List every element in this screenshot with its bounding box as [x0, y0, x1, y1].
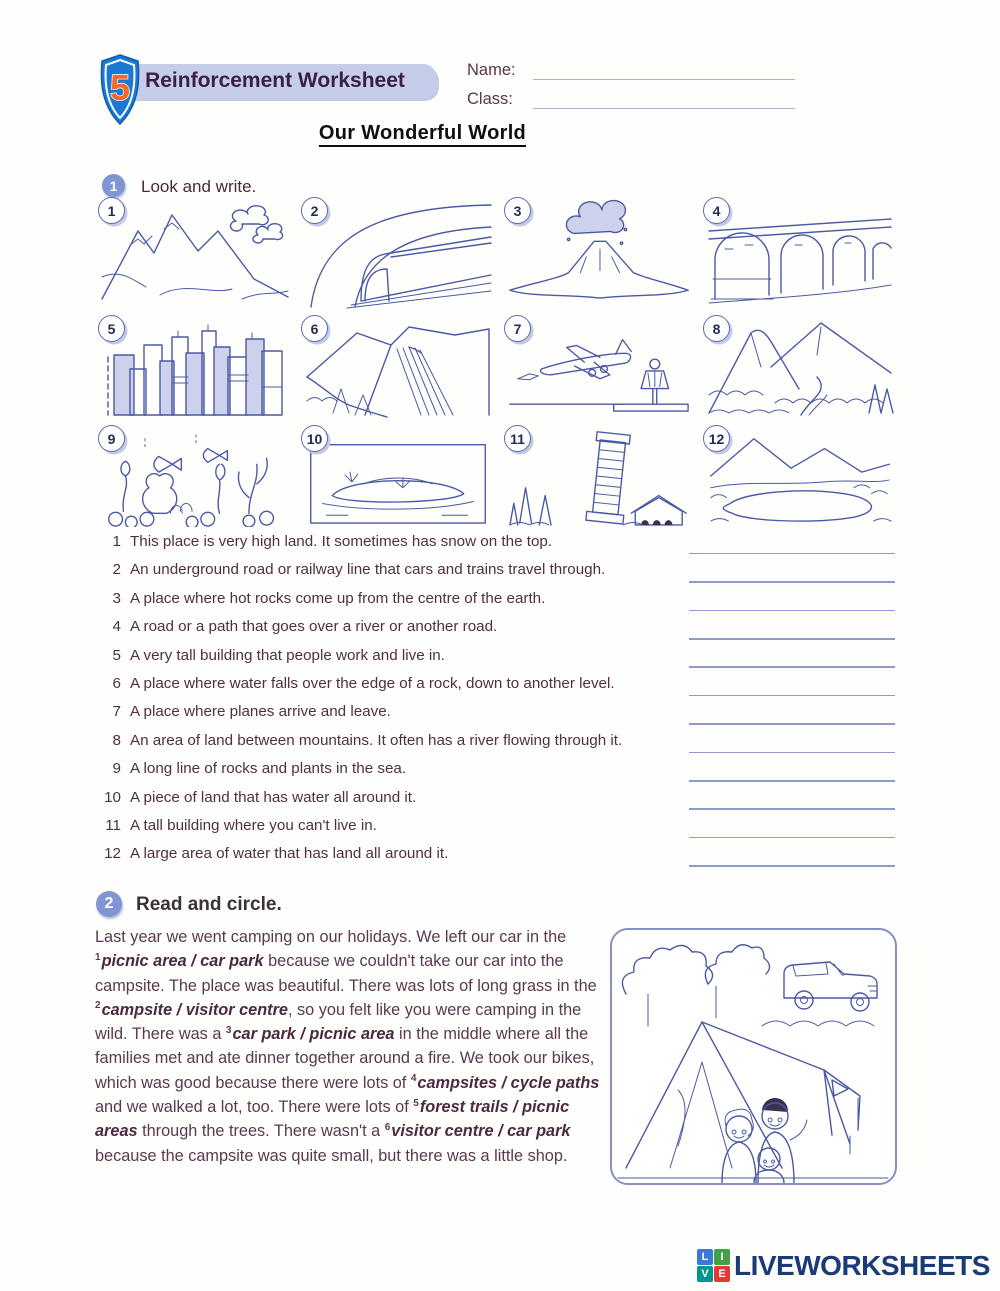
answer-line[interactable]: [689, 837, 895, 839]
definition-row: [95, 789, 895, 817]
image-number-badge: 1: [98, 197, 125, 224]
island-icon: [303, 427, 493, 527]
definition-text: A tall building where you can't live in.: [130, 816, 377, 834]
grid-image-island: [303, 427, 493, 527]
grid-image-coral-reef: [100, 427, 290, 527]
exercise1-number-badge: 1: [102, 174, 125, 197]
mountains-icon: [100, 199, 290, 309]
grid-image-mountains: [100, 199, 290, 309]
choice-option-pair[interactable]: campsite / visitor centre: [101, 1000, 288, 1019]
definition-text: A road or a path that goes over a river or another road.: [130, 618, 498, 636]
definition-row: [95, 732, 895, 760]
grid-image-valley: [705, 317, 895, 419]
name-label: Name:: [467, 61, 516, 79]
definition-number: 2: [112, 561, 121, 579]
answer-line[interactable]: [689, 638, 895, 640]
choice-option-pair[interactable]: car park / picnic area: [232, 1025, 395, 1044]
image-number-badge: 10: [301, 425, 328, 452]
logo-text: LIVEWORKSHEETS: [734, 1249, 990, 1281]
paragraph-text: because we couldn't take our car into the campsite. The place was beautiful. There was lots of long grass in the: [95, 952, 597, 995]
worksheet-header-title: Reinforcement Worksheet: [113, 64, 437, 98]
answer-line[interactable]: [689, 666, 895, 668]
definition-number: 4: [112, 618, 121, 636]
grid-image-airport: [506, 317, 692, 419]
exercise1-instruction: Look and write.: [141, 177, 257, 196]
definition-number: 9: [112, 760, 121, 778]
choice-number: 5: [413, 1097, 419, 1109]
exercise2-number-badge: 2: [96, 891, 122, 917]
image-number-badge: 9: [98, 425, 125, 452]
paragraph-text: , so you felt like you were camping in the wild. There was a: [95, 1000, 582, 1044]
logo-square-i: I: [714, 1249, 730, 1265]
bridge-icon: [705, 199, 895, 309]
choice-number: 3: [225, 1024, 232, 1036]
camping-scene-icon: [612, 930, 895, 1183]
definition-row: [95, 817, 895, 845]
leaning-tower-icon: [506, 427, 692, 527]
city-skyscrapers-icon: [100, 317, 290, 419]
definition-number: 12: [104, 845, 121, 863]
definition-text: This place is very high land. It sometimes has snow on the top.: [130, 533, 553, 550]
logo-square-v: V: [697, 1266, 713, 1282]
definition-number: 3: [112, 589, 121, 607]
choice-number: 6: [384, 1121, 391, 1133]
image-number-badge: 7: [504, 315, 531, 342]
choice-number: 2: [95, 1000, 101, 1012]
answer-line[interactable]: [689, 723, 895, 725]
choice-option-pair[interactable]: forest trails / picnic areas: [95, 1098, 570, 1141]
airport-icon: [506, 317, 692, 419]
image-number-badge: 5: [98, 315, 125, 342]
train-tunnel-icon: [303, 199, 493, 309]
choice-option-pair[interactable]: visitor centre / car park: [391, 1122, 571, 1141]
logo-square-l: L: [697, 1249, 713, 1265]
paragraph-text: and we walked a lot, too. There were lots of: [95, 1098, 414, 1117]
paragraph-text: because the campsite was quite small, but there was a little shop.: [95, 1146, 568, 1165]
definition-row: [95, 675, 895, 703]
image-number-badge: 12: [703, 425, 730, 452]
answer-line[interactable]: [689, 610, 895, 612]
image-number-badge: 11: [504, 425, 531, 452]
definition-text: A very tall building that people work and live in.: [130, 646, 445, 664]
grid-image-lake: [705, 427, 895, 527]
exercise2-instruction: Read and circle.: [136, 894, 282, 915]
grid-image-bridge: [705, 199, 895, 309]
coral-reef-icon: [100, 427, 290, 527]
paragraph-text: through the trees. There wasn't a: [137, 1122, 385, 1141]
lake-icon: [705, 427, 895, 527]
definition-number: 8: [112, 731, 121, 749]
definition-number: 7: [112, 703, 121, 721]
definition-number: 1: [112, 533, 121, 550]
answer-line[interactable]: [689, 695, 895, 697]
definition-text: A place where planes arrive and leave.: [130, 703, 391, 721]
reading-paragraph: [95, 925, 600, 1168]
choice-number: 4: [410, 1073, 417, 1085]
grid-image-leaning-tower: [506, 427, 692, 527]
definitions-list: [95, 533, 895, 874]
definition-row: [95, 561, 895, 589]
image-number-badge: 8: [703, 315, 730, 342]
definition-number: 5: [112, 646, 121, 664]
valley-icon: [705, 317, 895, 419]
liveworksheets-logo: [697, 1249, 990, 1282]
definition-text: An underground road or railway line that cars and trains travel through.: [130, 561, 606, 579]
definition-row: [95, 845, 895, 873]
answer-line[interactable]: [689, 780, 895, 782]
paragraph-text: Last year we went camping on our holidays. We left our car in the: [95, 928, 567, 946]
image-number-badge: 6: [301, 315, 328, 342]
definition-number: 10: [104, 788, 121, 806]
grid-image-volcano: [506, 199, 692, 309]
answer-line[interactable]: [689, 808, 895, 810]
definition-text: A piece of land that has water all around it.: [130, 788, 417, 806]
definition-text: A large area of water that has land all around it.: [130, 845, 449, 863]
definition-row: [95, 590, 895, 618]
grid-image-waterfall: [303, 317, 493, 419]
grid-image-city: [100, 317, 290, 419]
definition-row: [95, 647, 895, 675]
class-input-line[interactable]: [533, 108, 795, 109]
definition-text: A place where hot rocks come up from the centre of the earth.: [130, 589, 546, 607]
logo-grid: [697, 1249, 730, 1282]
choice-option-pair[interactable]: campsites / cycle paths: [417, 1073, 600, 1092]
definition-number: 6: [112, 674, 121, 692]
grid-image-train-tunnel: [303, 199, 493, 309]
answer-line[interactable]: [689, 865, 895, 867]
choice-number: 1: [95, 951, 101, 963]
shield-number: 5: [109, 67, 131, 108]
answer-line[interactable]: [689, 553, 895, 555]
definition-row: [95, 703, 895, 731]
definition-text: A long line of rocks and plants in the sea.: [130, 760, 407, 778]
picture-grid: [100, 199, 895, 527]
image-number-badge: 4: [703, 197, 730, 224]
answer-line[interactable]: [689, 581, 895, 583]
definition-number: 11: [105, 816, 121, 834]
level-shield-icon: [96, 52, 144, 128]
page-title-text: Our Wonderful World: [319, 122, 526, 147]
image-number-badge: 2: [301, 197, 328, 224]
definition-row: [95, 618, 895, 646]
definition-row: [95, 533, 895, 561]
definition-text: A place where water falls over the edge of a rock, down to another level.: [130, 674, 615, 692]
image-number-badge: 3: [504, 197, 531, 224]
waterfall-icon: [303, 317, 493, 419]
choice-option-pair[interactable]: picnic area / car park: [101, 952, 264, 971]
camping-illustration: [610, 928, 897, 1185]
class-label: Class:: [467, 90, 513, 108]
definition-row: [95, 760, 895, 788]
paragraph-text: in the middle where all the families met and ate dinner together around a fire. We took our bikes, which was good because there were lots of: [95, 1025, 595, 1092]
logo-square-e: E: [714, 1266, 730, 1282]
volcano-icon: [506, 199, 692, 309]
name-input-line[interactable]: [533, 79, 795, 80]
definition-text: An area of land between mountains. It often has a river flowing through it.: [130, 731, 623, 749]
answer-line[interactable]: [689, 752, 895, 754]
